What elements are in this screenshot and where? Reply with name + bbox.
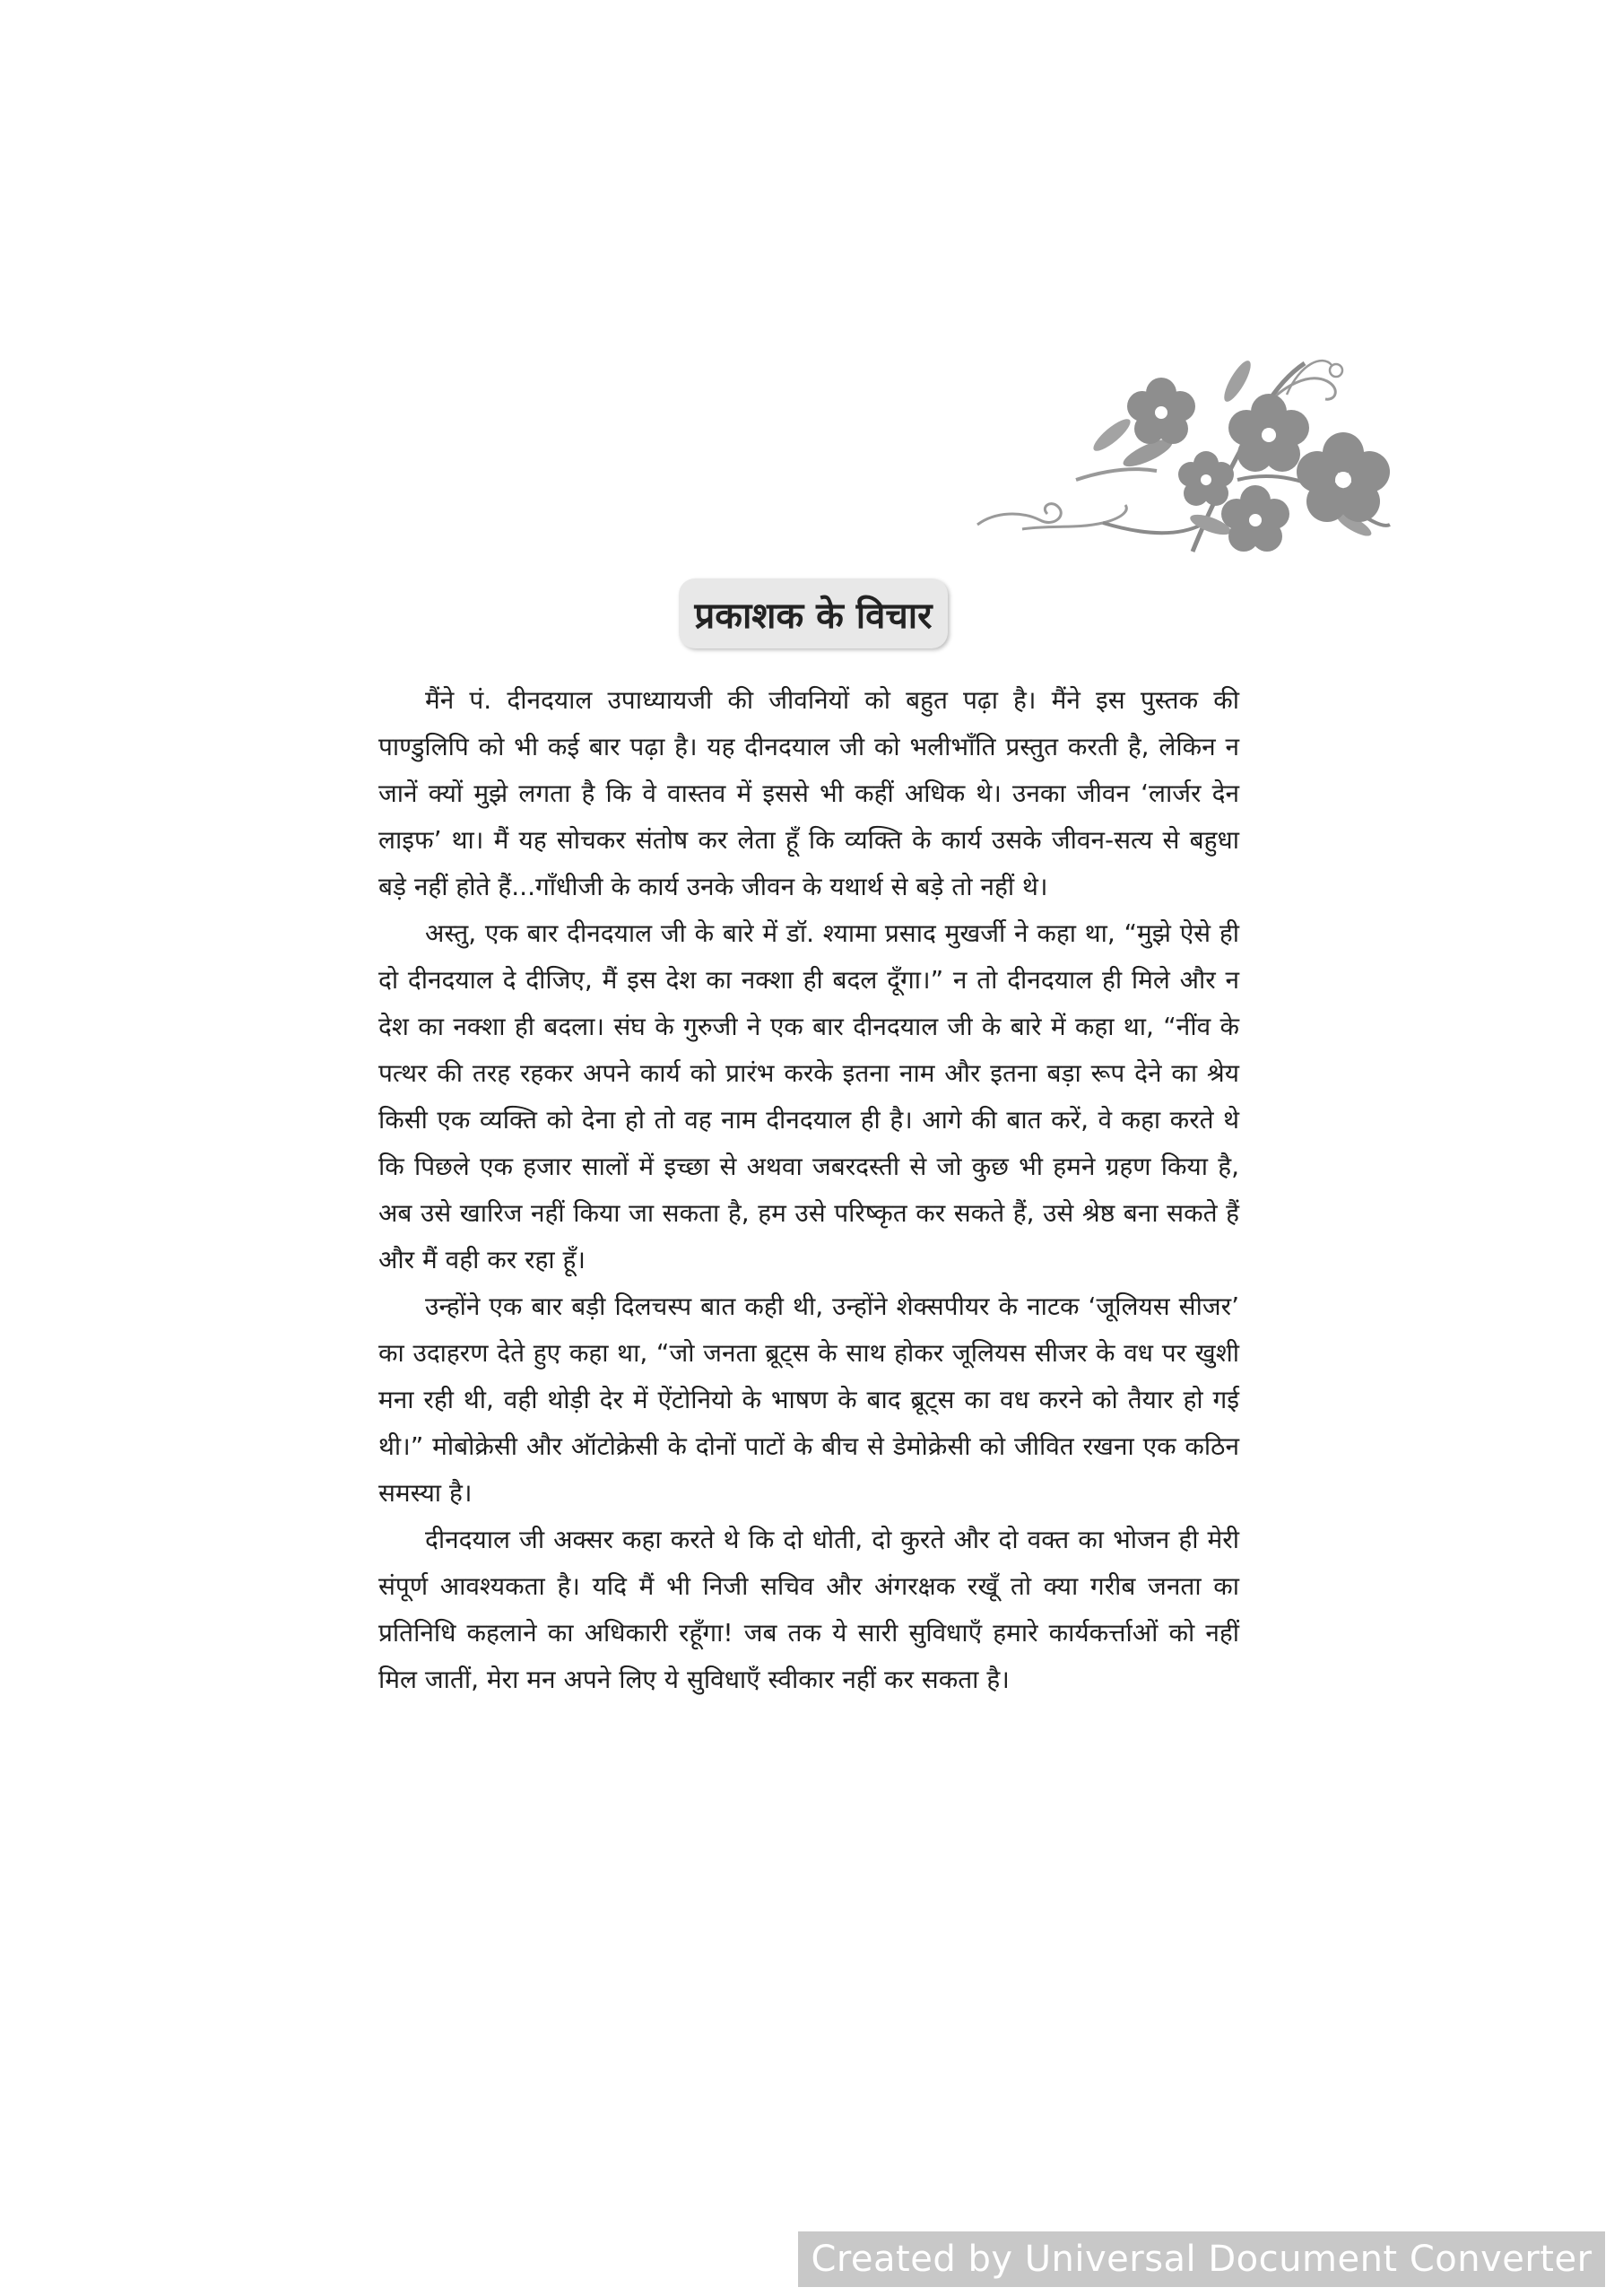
page-title: प्रकाशक के विचार [694, 595, 933, 637]
watermark-banner [798, 2231, 1605, 2287]
body-text [378, 677, 1239, 1703]
paragraph-3: उन्होंने एक बार बड़ी दिलचस्प बात कही थी, उन्होंने शेक्सपीयर के नाटक ‘जूलियस सीजर’ का उदाहरण देते हुए कहा था, “जो जनता ब्रूट्स के साथ होकर जूलियस सीजर के वध पर खुशी मना रही थी, वही थोड़ी देर में ऐंटोनियो के भाषण के बाद ब्रूट्स का वध करने को तैयार हो गई थी।” मोबोक्रेसी और ऑटोक्रेसी के दोनों पाटों के बीच से डेमोक्रेसी को जीवित रखना एक कठिन समस्या है। [378, 1292, 1239, 1508]
title-box [679, 578, 948, 648]
paragraph-1: मैंने पं. दीनदयाल उपाध्यायजी की जीवनियों को बहुत पढ़ा है। मैंने इस पुस्तक की पाण्डुलिपि को भी कई बार पढ़ा है। यह दीनदयाल जी को भलीभाँति प्रस्तुत करती है, लेकिन न जानें क्यों मुझे लगता है कि वे वास्तव में इससे भी कहीं अधिक थे। उनका जीवन ‘लार्जर देन लाइफ’ था। मैं यह सोचकर संतोष कर लेता हूँ कि व्यक्ति के कार्य उसके जीवन-सत्य से बहुधा बड़े नहीं होते हैं...गाँधीजी के कार्य उनके जीवन के यथार्थ से बड़े तो नहीं थे। [378, 685, 1239, 901]
watermark-text: Created by Universal Document Converter [811, 2239, 1593, 2280]
paragraph-2: अस्तु, एक बार दीनदयाल जी के बारे में डॉ. श्यामा प्रसाद मुखर्जी ने कहा था, “मुझे ऐसे ही दो दीनदयाल दे दीजिए, मैं इस देश का नक्शा ही बदल दूँगा।” न तो दीनदयाल ही मिले और न देश का नक्शा ही बदला। संघ के गुरुजी ने एक बार दीनदयाल जी के बारे में कहा था, “नींव के पत्थर की तरह रहकर अपने कार्य को प्रारंभ करके इतना नाम और इतना बड़ा रूप देने का श्रेय किसी एक व्यक्ति को देना हो तो वह नाम दीनदयाल ही है। आगे की बात करें, वे कहा करते थे कि पिछले एक हजार सालों में इच्छा से अथवा जबरदस्ती से जो कुछ भी हमने ग्रहण किया है, अब उसे खारिज नहीं किया जा सकता है, हम उसे परिष्कृत कर सकते हैं, उसे श्रेष्ठ बना सकते हैं और मैं वही कर रहा हूँ। [378, 918, 1239, 1274]
paragraph-4: दीनदयाल जी अक्सर कहा करते थे कि दो धोती, दो कुरते और दो वक्त का भोजन ही मेरी संपूर्ण आवश्यकता है। यदि मैं भी निजी सचिव और अंगरक्षक रखूँ तो क्या गरीब जनता का प्रतिनिधि कहलाने का अधिकारी रहूँगा! जब तक ये सारी सुविधाएँ हमारे कार्यकर्त्ताओं को नहीं मिल जातीं, मेरा मन अपने लिए ये सुविधाएँ स्वीकार नहीं कर सकता है। [378, 1525, 1239, 1694]
floral-ornament-icon [968, 345, 1408, 583]
